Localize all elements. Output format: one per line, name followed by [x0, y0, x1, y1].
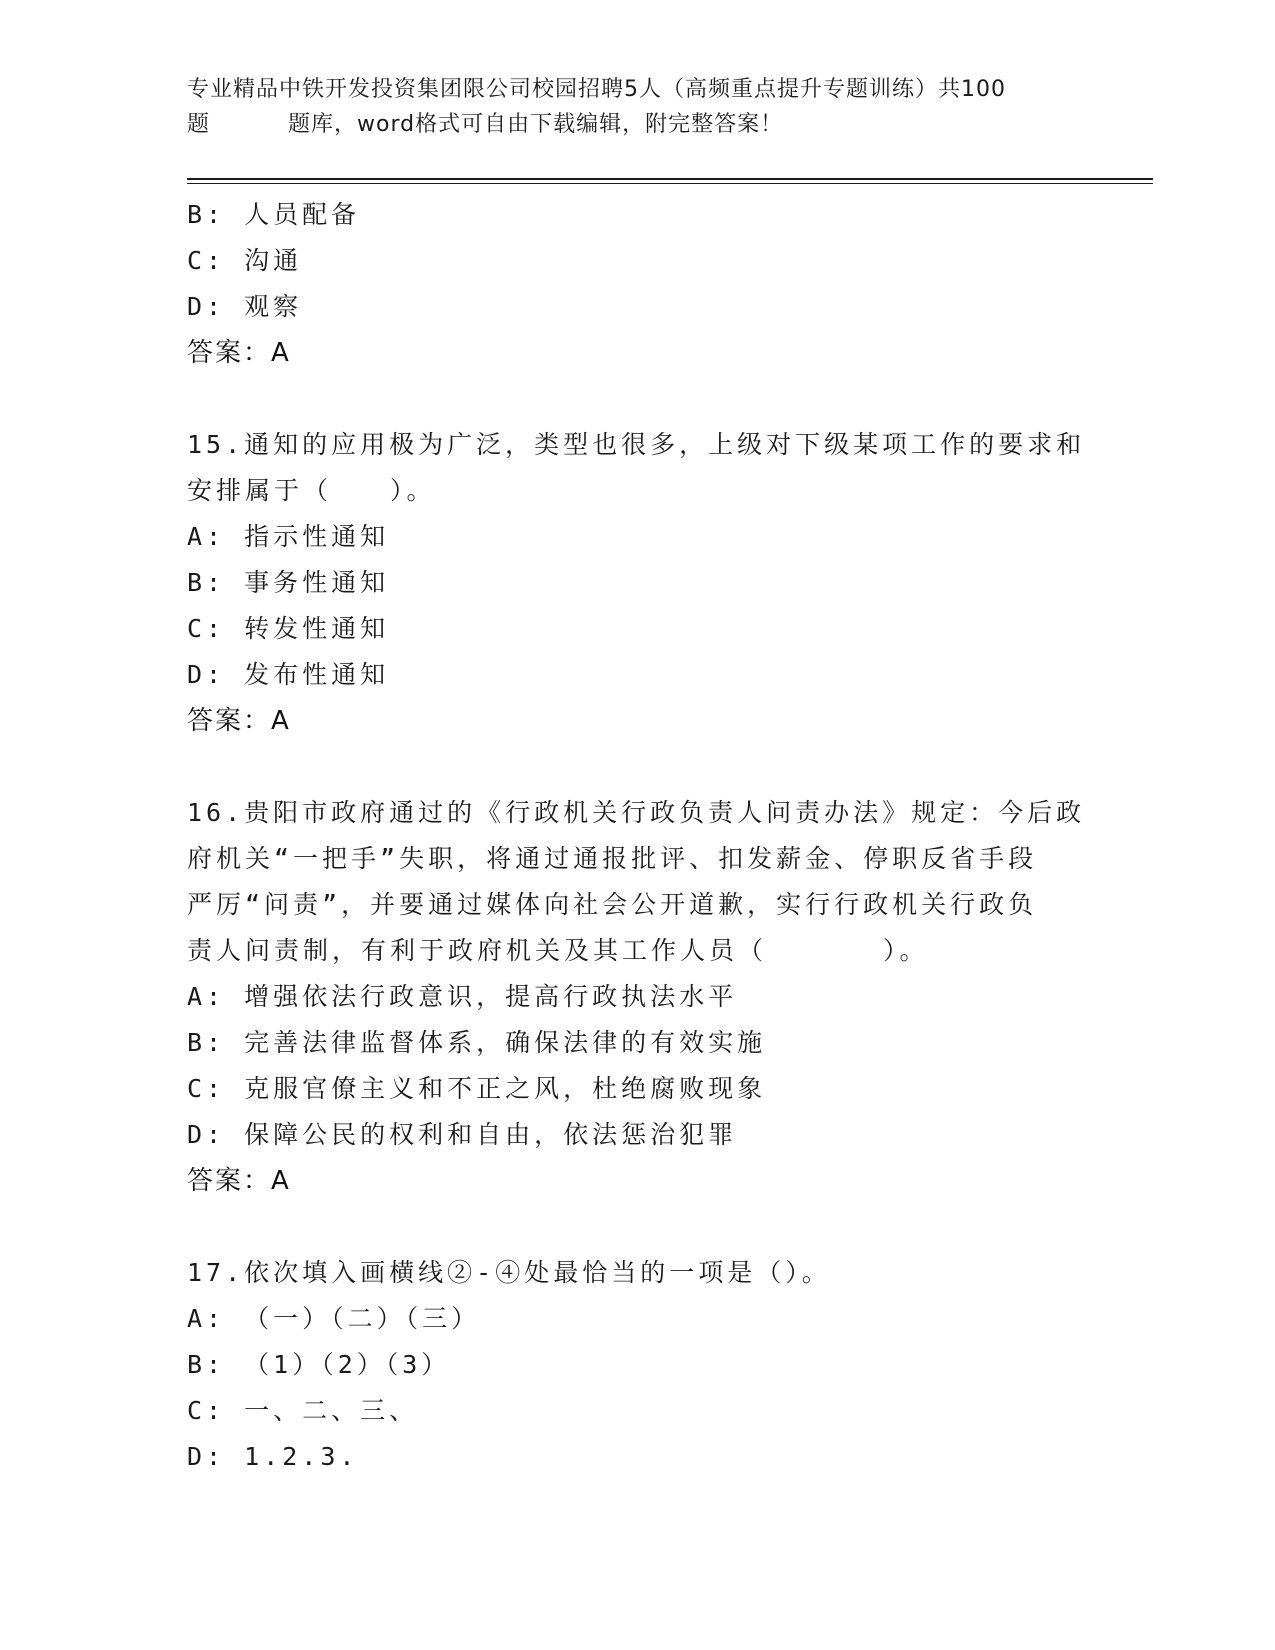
option-d: D: 观察 — [187, 292, 303, 321]
question-15 — [187, 422, 1087, 744]
header-title-line2-start: 题 — [187, 112, 211, 137]
option-d: D: 发布性通知 — [187, 660, 390, 689]
option-a: A: 增强依法行政意识，提高行政执法水平 — [187, 982, 738, 1011]
answer-line: 答案：A — [187, 1166, 291, 1196]
question-text-line: 16.贵阳市政府通过的《行政机关行政负责人问责办法》规定：今后政 — [187, 798, 1086, 827]
option-a: A: 指示性通知 — [187, 522, 390, 551]
answer-line: 答案：A — [187, 338, 291, 368]
option-c: C: 沟通 — [187, 246, 303, 275]
header-divider-thick — [187, 178, 1153, 180]
question-text-line: 15.通知的应用极为广泛，类型也很多，上级对下级某项工作的要求和 — [187, 430, 1086, 459]
page-header — [187, 72, 1087, 142]
question-content — [187, 192, 1087, 1480]
option-b: B: 人员配备 — [187, 200, 361, 229]
question-text-line: 安排属于（ ）。 — [187, 476, 436, 505]
header-title-line2 — [187, 107, 1087, 142]
option-c: C: 转发性通知 — [187, 614, 390, 643]
question-text-line: 严厉“问责”，并要通过媒体向社会公开道歉，实行行政机关行政负 — [187, 890, 1038, 919]
option-a: A: （一）（二）（三） — [187, 1304, 481, 1333]
question-text-line: 17.依次填入画横线②-④处最恰当的一项是（）。 — [187, 1258, 831, 1287]
question-17 — [187, 1250, 1087, 1480]
question-14-tail — [187, 192, 1087, 376]
header-title-line1: 专业精品中铁开发投资集团限公司校园招聘5人（高频重点提升专题训练）共100 — [187, 77, 1006, 102]
option-d: D: 保障公民的权利和自由，依法惩治犯罪 — [187, 1120, 738, 1149]
question-text-line: 府机关“一把手”失职，将通过通报批评、扣发薪金、停职反省手段 — [187, 844, 1038, 873]
option-b: B: 完善法律监督体系，确保法律的有效实施 — [187, 1028, 767, 1057]
question-16 — [187, 790, 1087, 1204]
question-text-line: 责人问责制，有利于政府机关及其工作人员（ ）。 — [187, 936, 929, 965]
answer-line: 答案：A — [187, 706, 291, 736]
option-c: C: 一、二、三、 — [187, 1396, 419, 1425]
header-title-line2-end: 题库，word格式可自由下载编辑，附完整答案！ — [288, 112, 784, 137]
option-b: B: （1）（2）（3） — [187, 1350, 451, 1379]
option-c: C: 克服官僚主义和不正之风，杜绝腐败现象 — [187, 1074, 767, 1103]
option-d: D: 1.2.3. — [187, 1442, 359, 1471]
option-b: B: 事务性通知 — [187, 568, 390, 597]
header-divider-thin — [187, 183, 1153, 184]
